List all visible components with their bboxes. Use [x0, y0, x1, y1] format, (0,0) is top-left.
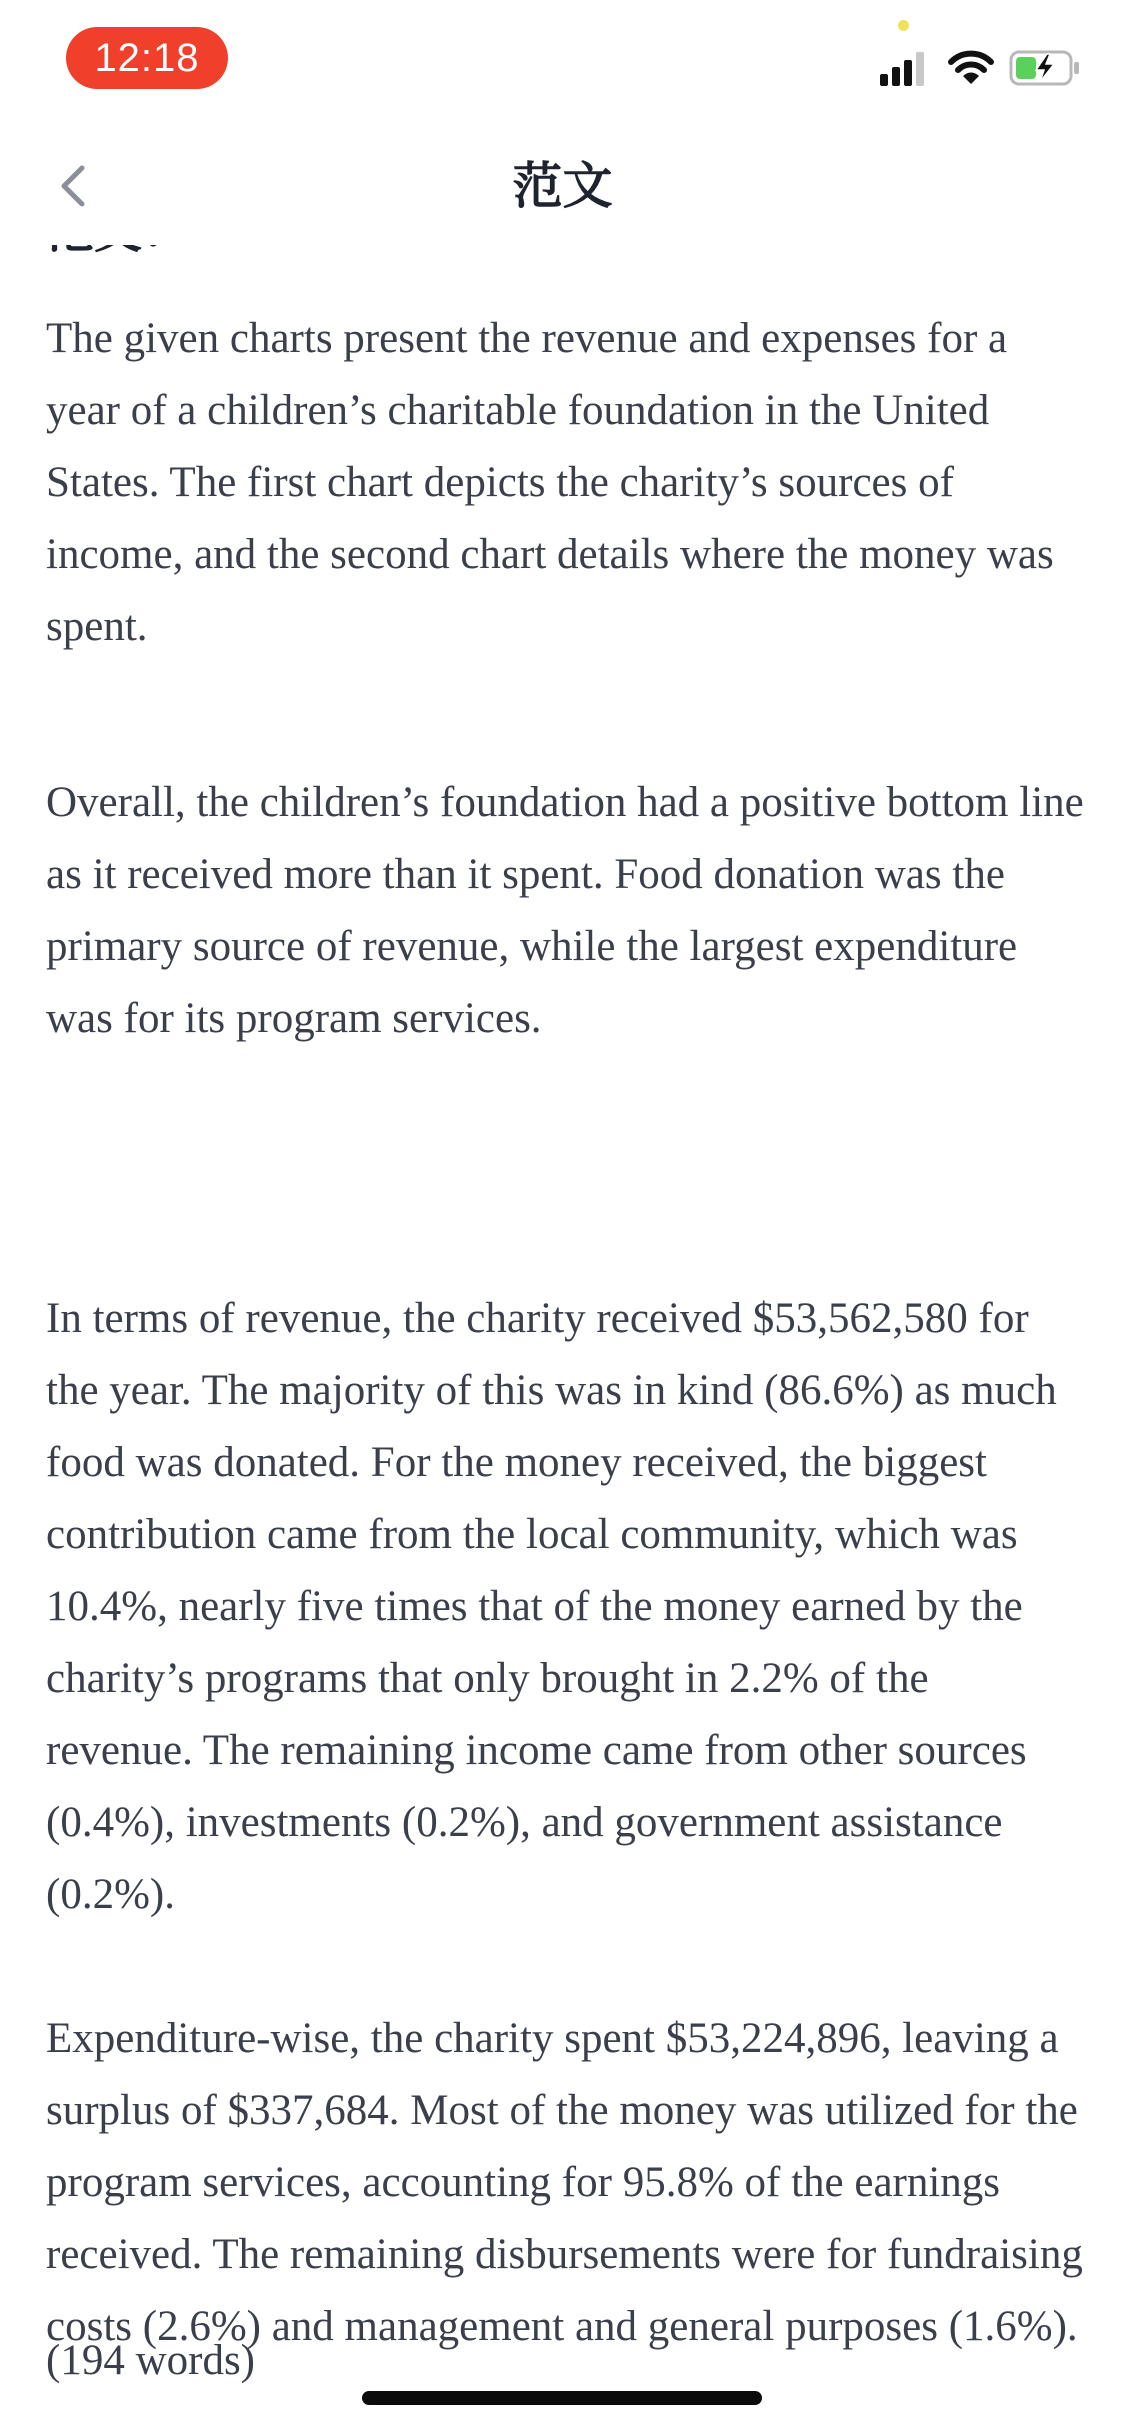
essay-paragraph-revenue: In terms of revenue, the charity received $53,562,580 for the year. The majority of this was in kind (86.6%) as much food was donated. For the money received, the biggest contribution came from the local community, which was 10.4%, nearly five times that of the money earned by the charity’s programs that only brought in 2.2% of the revenue. The remaining income came from other sources (0.4%), investments (0.2%), and government assistance (0.2%).	[46, 1295, 1057, 1918]
essay-paragraph-intro: The given charts present the revenue and expenses for a year of a children’s charitable foundation in the United States. The first chart depicts the charity’s sources of income, and the second chart details where the money was spent.	[46, 315, 1054, 650]
signal-icon	[880, 52, 926, 86]
battery-charging-icon	[1009, 49, 1081, 87]
essay-paragraph-overview: Overall, the children’s foundation had a positive bottom line as it received more than it spent. Food donation was the primary source of revenue, while the largest expenditure was for its program services.	[46, 779, 1084, 1042]
mic-indicator-dot	[898, 20, 909, 31]
article-content[interactable]	[46, 195, 1086, 2395]
essay-paragraph-expenditure: Expenditure-wise, the charity spent $53,224,896, leaving a surplus of $337,684. Most of the money was utilized for the program services, accounting for 95.8% of the earnings received. The remaining disbursements were for fundraising costs (2.6%) and management and general purposes (1.6%).	[46, 2015, 1083, 2350]
home-indicator[interactable]	[362, 2391, 762, 2405]
status-time: 12:18	[66, 27, 228, 89]
navigation-bar	[0, 130, 1125, 245]
wifi-icon	[948, 50, 994, 86]
status-bar	[0, 0, 1125, 130]
page-title: 范文	[512, 157, 613, 215]
word-count: (194 words)	[46, 2337, 255, 2384]
